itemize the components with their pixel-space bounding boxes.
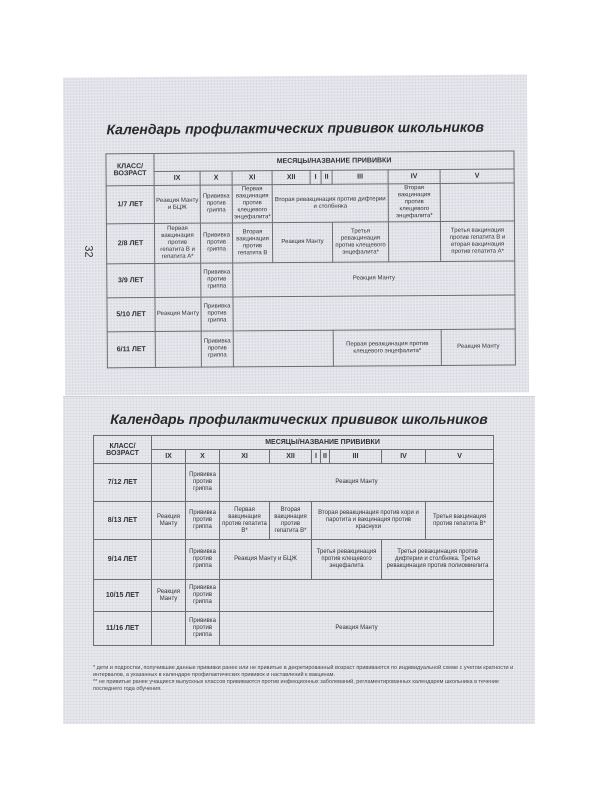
table-cell: Прививка против гриппа: [201, 297, 233, 331]
table-cell: Прививка против гриппа: [186, 580, 220, 612]
table-cell: Реакция Манту: [152, 502, 186, 540]
row-label: 3/9 ЛЕТ: [107, 263, 155, 297]
month-header: IX: [152, 450, 186, 464]
row-label: 2/8 ЛЕТ: [106, 223, 154, 263]
month-header: I: [310, 170, 321, 184]
col-header-class: КЛАСС/ ВОЗРАСТ: [106, 153, 154, 185]
row-label: 7/12 ЛЕТ: [94, 464, 152, 502]
table-cell: [152, 464, 186, 502]
table-cell: Реакция Манту: [220, 464, 494, 502]
table-cell: Вторая вакцинация против гепатита В: [232, 223, 272, 263]
month-header: V: [440, 169, 514, 184]
footnote: ** не привитые ранее учащиеся выпускных классов прививаются против инфекционных заболеваний, регламентированных календарем школьника в течение последнего года обучения.: [93, 679, 499, 692]
month-header: X: [186, 450, 220, 464]
table-cell: Первая вакцинация против гепатита В и гепатита А*: [154, 223, 200, 263]
bottom-page: [63, 396, 535, 724]
bottom-calendar-table: [93, 435, 494, 646]
row-label: 10/15 ЛЕТ: [94, 580, 152, 612]
table-cell: Вторая ревакцинация против дифтерии и столбняка: [272, 184, 388, 223]
table-cell: Третья ревакцинация против клещевого энцефалита*: [332, 222, 388, 262]
month-header: X: [200, 171, 232, 185]
table-cell: Третья ревакцинация против дифтерии и столбняка. Третья ревакцинация против полиомиелита: [382, 540, 494, 580]
col-header-months: МЕСЯЦЫ/НАЗВАНИЕ ПРИВИВКИ: [154, 151, 514, 172]
table-cell: Первая вакцинация против клещевого энцефалита*: [232, 185, 272, 223]
table-cell: Первая ревакцинация против клещевого энцефалита*: [333, 329, 441, 366]
month-header: XI: [220, 450, 270, 464]
table-cell: Первая вакцинация против гепатита В*: [220, 502, 270, 540]
table-cell: [152, 540, 186, 580]
row-label: 8/13 ЛЕТ: [94, 502, 152, 540]
table-cell: Вторая ревакцинация против кори и паротита и вакцинация против краснухи: [312, 502, 426, 540]
month-header: IV: [382, 450, 426, 464]
row-label: 1/7 ЛЕТ: [106, 185, 154, 223]
table-cell: Реакция Манту: [233, 261, 515, 297]
table-cell: Третья вакцинация против гепатита В и вторая вакцинация против гепатита А*: [440, 221, 514, 262]
table-cell: Прививка против гриппа: [200, 185, 232, 223]
table-cell: Прививка против гриппа: [200, 223, 232, 263]
footnotes: [93, 665, 523, 693]
month-header: I: [312, 450, 321, 464]
col-header-class: КЛАСС/ ВОЗРАСТ: [94, 436, 152, 464]
month-header: V: [426, 450, 494, 464]
month-header: II: [321, 450, 330, 464]
table-cell: [233, 330, 333, 367]
month-header: XII: [272, 170, 310, 184]
table-cell: Реакция Манту: [155, 297, 201, 331]
table-cell: Реакция Манту: [220, 612, 494, 646]
table-cell: Реакция Манту: [152, 580, 186, 612]
month-header: II: [321, 170, 332, 184]
month-header: IX: [154, 171, 200, 185]
top-page-title: Календарь профилактических прививок школьников: [106, 118, 485, 138]
top-calendar-table: [105, 150, 516, 368]
table-cell: Третья ревакцинация против клещевого энцефалита: [312, 540, 382, 580]
table-cell: Реакция Манту и БЦЖ: [220, 540, 312, 580]
row-label: 5/10 ЛЕТ: [107, 297, 155, 331]
month-header: XI: [232, 171, 272, 185]
bottom-page-title: Календарь профилактических прививок школьников: [110, 411, 488, 427]
table-cell: [155, 331, 201, 367]
table-cell: Прививка против гриппа: [186, 502, 220, 540]
page-number: 32: [82, 245, 95, 258]
table-cell: Реакция Манту: [272, 222, 332, 262]
table-cell: Прививка против гриппа: [201, 331, 233, 367]
footnote: * дети и подростки, получившие данные прививки ранее или не привитые в декретированный возраст прививаются по индивидуальной схеме с учетом кратности и интервалов, а указанных в календаре профилактических прививок и наставлений к вакцинам.: [93, 665, 514, 678]
table-cell: Реакция Манту и БЦЖ: [154, 185, 200, 223]
month-header: III: [330, 450, 382, 464]
table-cell: [388, 221, 440, 261]
table-cell: [152, 612, 186, 646]
month-header: XII: [270, 450, 312, 464]
row-label: 6/11 ЛЕТ: [107, 331, 155, 367]
table-cell: [440, 183, 514, 222]
table-cell: Прививка против гриппа: [186, 540, 220, 580]
table-cell: Вторая вакцинация против гепатита В*: [270, 502, 312, 540]
row-label: 11/16 ЛЕТ: [94, 612, 152, 646]
table-cell: [233, 295, 515, 331]
table-cell: Прививка против гриппа: [186, 464, 220, 502]
table-cell: Третья вакцинация против гепатита В*: [426, 502, 494, 540]
table-cell: Прививка против гриппа: [201, 263, 233, 297]
table-cell: Прививка против гриппа: [186, 612, 220, 646]
table-cell: Реакция Манту: [441, 329, 515, 366]
top-page: [63, 74, 529, 395]
month-header: IV: [388, 169, 440, 183]
month-header: III: [332, 170, 388, 184]
table-cell: [220, 580, 494, 612]
col-header-months: МЕСЯЦЫ/НАЗВАНИЕ ПРИВИВКИ: [152, 436, 494, 450]
table-cell: Вторая вакцинация против клещевого энцефалита*: [388, 183, 440, 221]
table-cell: [155, 263, 201, 297]
row-label: 9/14 ЛЕТ: [94, 540, 152, 580]
